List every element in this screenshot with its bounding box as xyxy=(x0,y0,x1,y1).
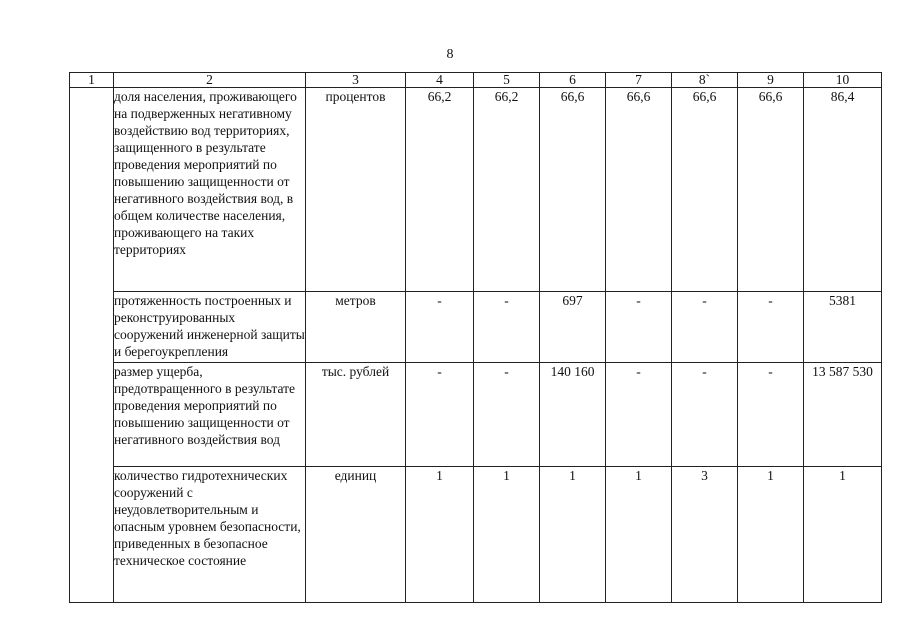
value-cell: - xyxy=(672,292,738,363)
value-cell: 66,6 xyxy=(606,88,672,292)
column-header: 10 xyxy=(804,73,882,88)
column-header: 4 xyxy=(406,73,474,88)
value-cell: - xyxy=(406,363,474,467)
column-header: 7 xyxy=(606,73,672,88)
column-header: 5 xyxy=(474,73,540,88)
unit-cell: тыс. рублей xyxy=(306,363,406,467)
value-cell: 66,6 xyxy=(540,88,606,292)
value-cell: - xyxy=(474,292,540,363)
table-row xyxy=(70,363,882,467)
value-cell: 66,2 xyxy=(406,88,474,292)
unit-cell: метров xyxy=(306,292,406,363)
value-cell: 1 xyxy=(606,467,672,603)
value-cell: 3 xyxy=(672,467,738,603)
value-cell: 1 xyxy=(804,467,882,603)
value-cell: 1 xyxy=(540,467,606,603)
value-cell: - xyxy=(606,292,672,363)
value-cell: 66,6 xyxy=(672,88,738,292)
table-row xyxy=(70,467,882,603)
value-cell: 697 xyxy=(540,292,606,363)
value-cell: 86,4 xyxy=(804,88,882,292)
value-cell: - xyxy=(474,363,540,467)
column-header: 9 xyxy=(738,73,804,88)
column-header: 3 xyxy=(306,73,406,88)
value-cell: 1 xyxy=(738,467,804,603)
value-cell: 1 xyxy=(406,467,474,603)
value-cell: - xyxy=(738,292,804,363)
column-header: 6 xyxy=(540,73,606,88)
value-cell: - xyxy=(672,363,738,467)
unit-cell: процентов xyxy=(306,88,406,292)
indicator-description: протяженность построенных и реконструированных сооружений инженерной защиты и берегоукрепления xyxy=(114,292,306,363)
row-number-cell xyxy=(70,88,114,603)
value-cell: - xyxy=(738,363,804,467)
indicator-description: доля населения, проживающего на подверженных негативному воздействию вод территориях, защищенного в результате проведения мероприятий по повышению защищенности от негативного воздействия вод, в общем количестве населения, проживающего на таких территориях xyxy=(114,88,306,292)
indicator-description: количество гидротехнических сооружений с неудовлетворительным и опасным уровнем безопасности, приведенных в безопасное техническое состояние xyxy=(114,467,306,603)
column-header: 8` xyxy=(672,73,738,88)
table-row xyxy=(70,88,882,292)
unit-cell: единиц xyxy=(306,467,406,603)
value-cell: 5381 xyxy=(804,292,882,363)
table-row xyxy=(70,292,882,363)
value-cell: - xyxy=(606,363,672,467)
value-cell: 13 587 530 xyxy=(804,363,882,467)
column-header: 2 xyxy=(114,73,306,88)
value-cell: 140 160 xyxy=(540,363,606,467)
column-header: 1 xyxy=(70,73,114,88)
value-cell: 66,2 xyxy=(474,88,540,292)
page-number: 8 xyxy=(446,47,454,62)
value-cell: 66,6 xyxy=(738,88,804,292)
indicator-description: размер ущерба, предотвращенного в результате проведения мероприятий по повышению защищенности от негативного воздействия вод xyxy=(114,363,306,467)
indicators-table xyxy=(69,72,882,603)
value-cell: - xyxy=(406,292,474,363)
table-header-row xyxy=(70,73,882,88)
value-cell: 1 xyxy=(474,467,540,603)
